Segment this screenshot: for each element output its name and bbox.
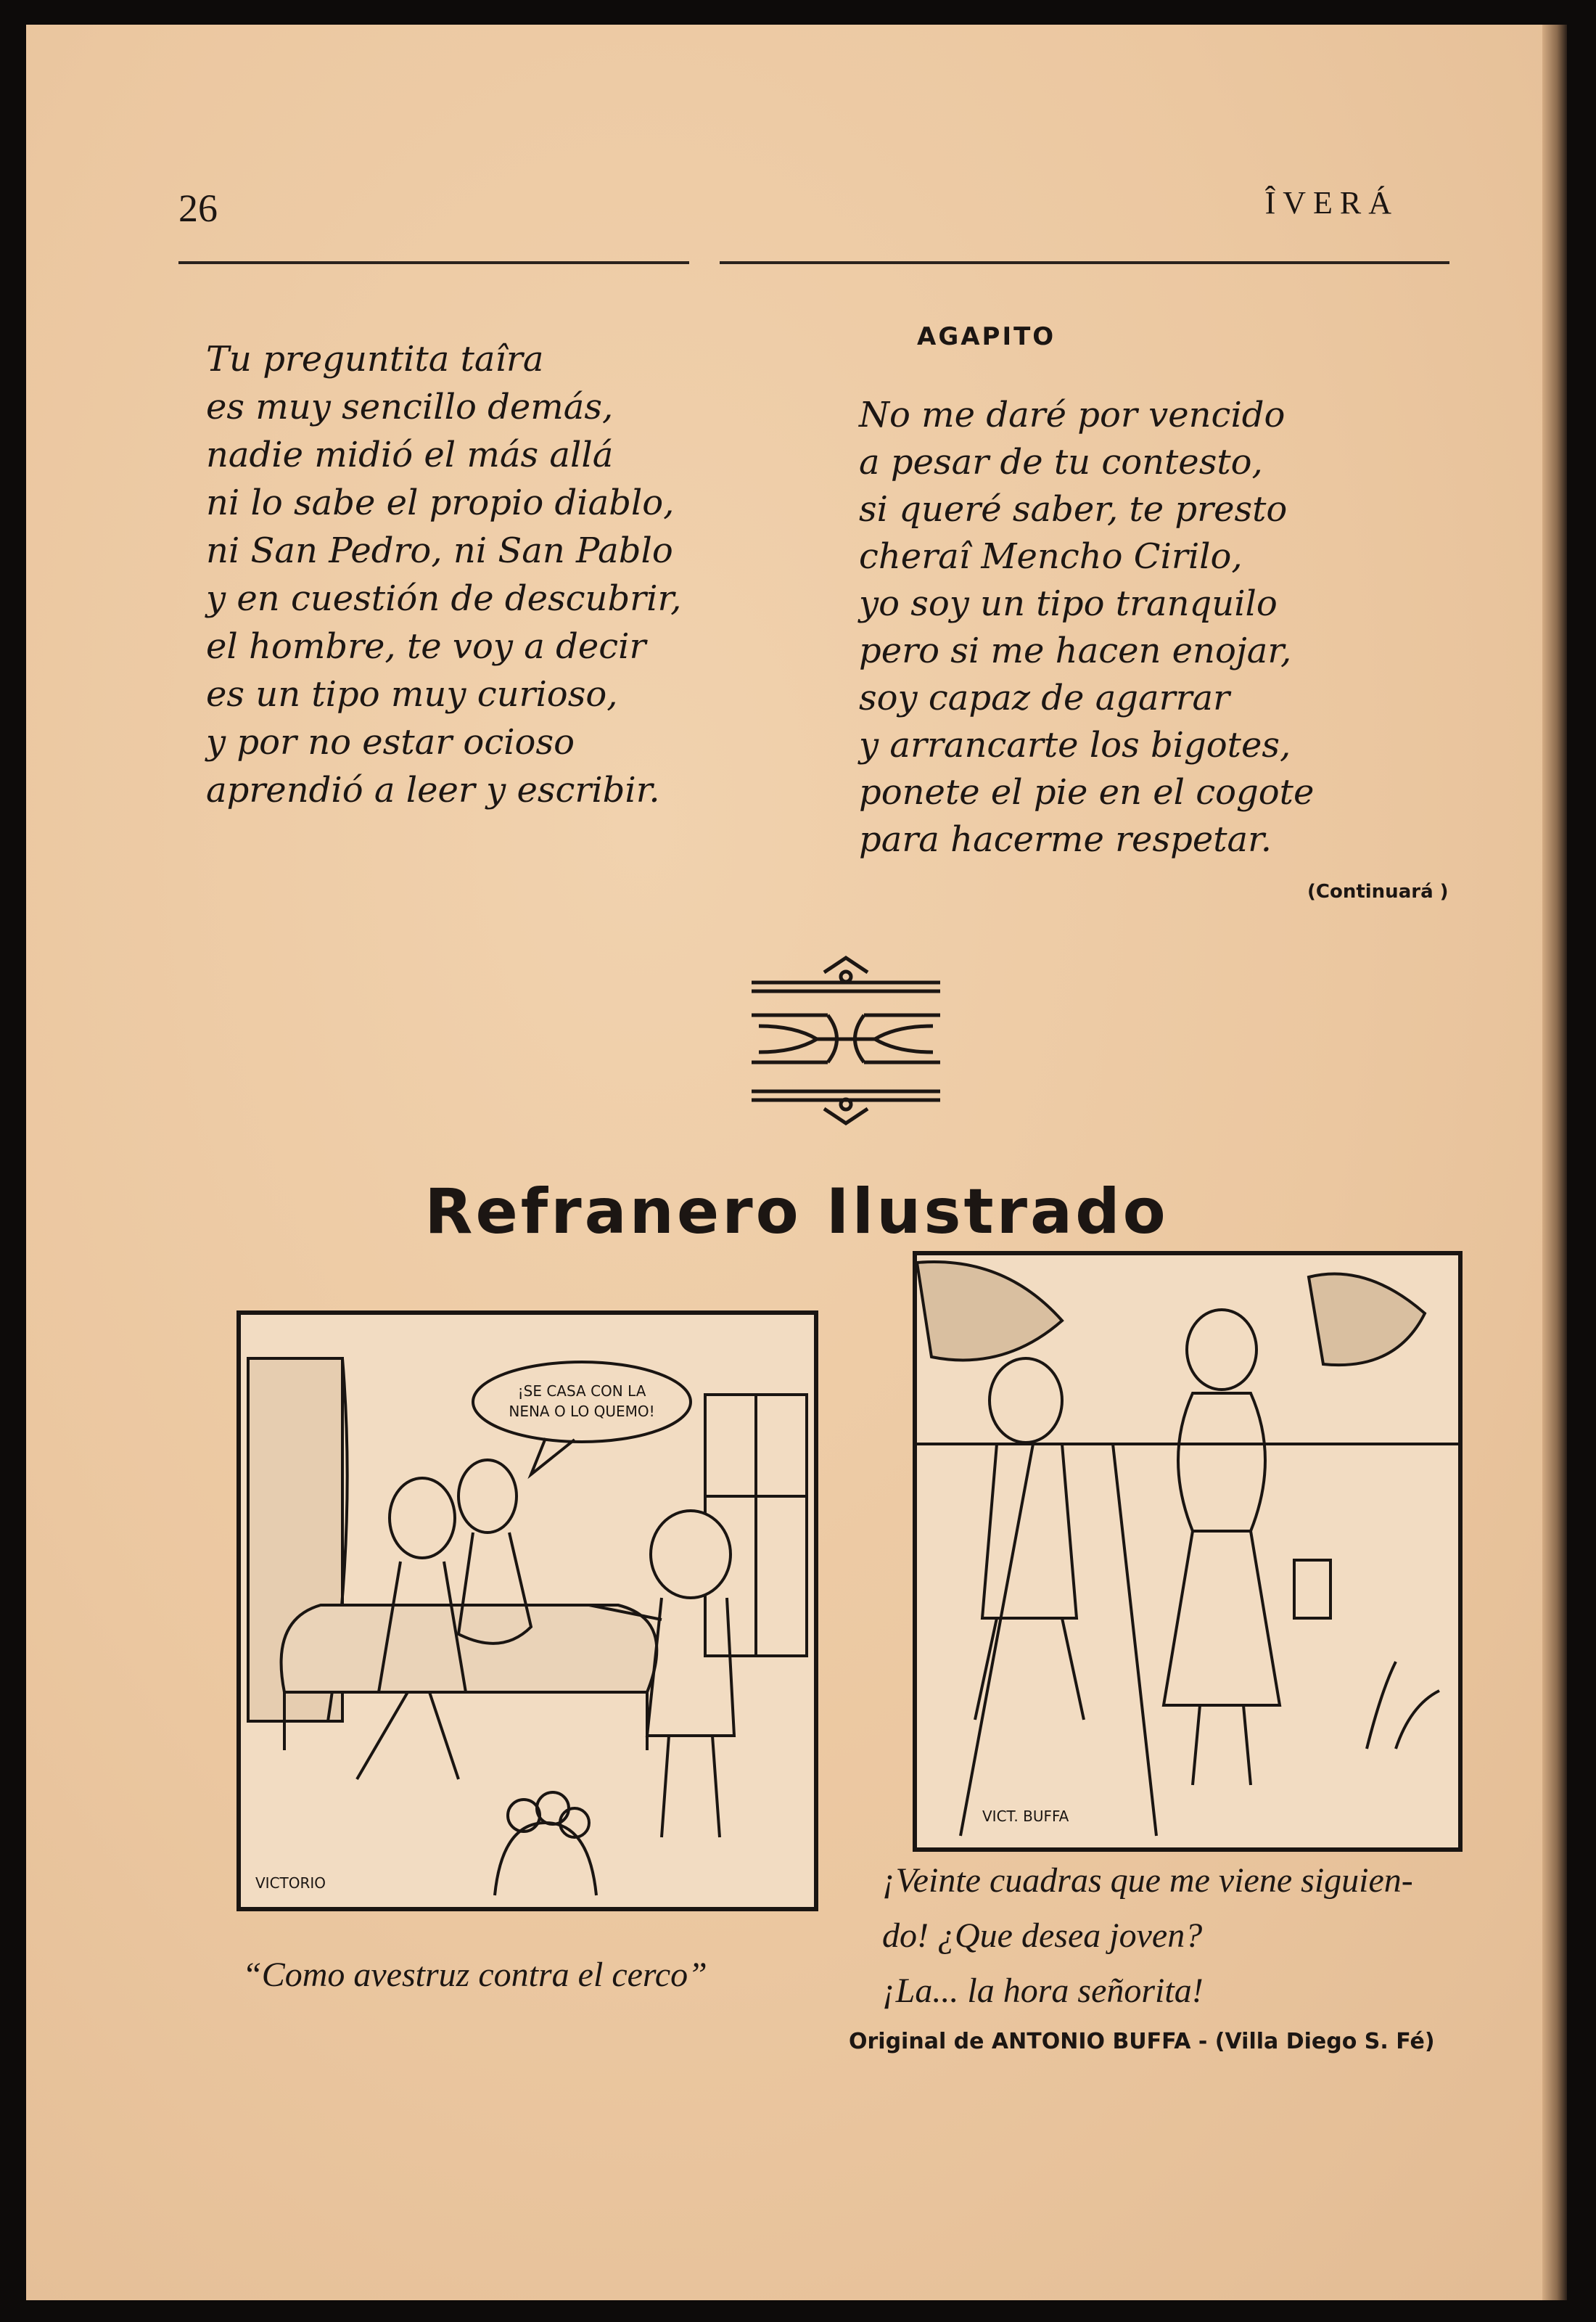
verse-line: ni lo sabe el propio diablo, [206, 483, 675, 523]
caption-line: ¡La... la hora señorita! [882, 1972, 1204, 2010]
verse-line: y por no estar ocioso [206, 722, 575, 763]
verse-line: si queré saber, te presto [859, 489, 1288, 530]
verse-right [859, 392, 1314, 863]
speaker-name: AGAPITO [917, 322, 1056, 351]
verse-line: soy capaz de agarrar [859, 678, 1230, 718]
cartoon-signature: VICT. BUFFA [982, 1808, 1069, 1825]
verse-line: cheraî Mencho Cirilo, [859, 536, 1243, 577]
verse-line: a pesar de tu contesto, [859, 442, 1263, 483]
verse-line: aprendió a leer y escribir. [206, 770, 660, 811]
header-rule-left [178, 261, 689, 264]
verse-line: y en cuestión de descubrir, [206, 578, 682, 619]
verse-line: yo soy un tipo tranquilo [859, 583, 1278, 624]
verse-left [206, 335, 681, 814]
speech-bubble-line-2: NENA O LO QUEMO! [509, 1403, 655, 1420]
cartoon-street-illustration [917, 1255, 1458, 1847]
cartoon-signature: VICTORIO [255, 1874, 326, 1892]
page-number: 26 [178, 186, 218, 230]
cartoon-caption-left: “Como avestruz contra el cerco” [242, 1956, 707, 1994]
verse-line: es un tipo muy curioso, [206, 674, 618, 715]
verse-line: ni San Pedro, ni San Pablo [206, 530, 673, 571]
ornament-divider [744, 946, 947, 1135]
book-spine-edge [1542, 25, 1567, 2300]
verse-line: pero si me hacen enojar, [859, 631, 1292, 671]
continued-note: (Continuará ) [1307, 881, 1449, 903]
magazine-page [26, 25, 1567, 2300]
caption-line: do! ¿Que desea joven? [882, 1916, 1203, 1955]
verse-line: nadie midió el más allá [206, 435, 614, 475]
cartoon-panel-right [913, 1251, 1463, 1852]
verse-line: para hacerme respetar. [859, 819, 1272, 860]
cartoon-caption-right [882, 1853, 1413, 2019]
header-rule-right [720, 261, 1449, 264]
verse-line: Tu preguntita taîra [206, 339, 544, 380]
section-title: Refranero Ilustrado [424, 1176, 1169, 1248]
speech-bubble-line-1: ¡SE CASA CON LA [517, 1382, 646, 1400]
verse-line: el hombre, te voy a decir [206, 626, 646, 667]
verse-line: No me daré por vencido [859, 395, 1286, 435]
verse-line: ponete el pie en el cogote [859, 772, 1315, 813]
verse-line: es muy sencillo demás, [206, 387, 614, 427]
author-credit: Original de ANTONIO BUFFA - (Villa Diego S. Fé) [849, 2029, 1435, 2054]
cartoon-couple-illustration [241, 1315, 814, 1907]
cartoon-panel-left [236, 1310, 818, 1911]
caption-line: ¡Veinte cuadras que me viene siguien- [882, 1861, 1413, 1900]
verse-line: y arrancarte los bigotes, [859, 725, 1291, 766]
publication-title: ÎVERÁ [1264, 185, 1399, 221]
